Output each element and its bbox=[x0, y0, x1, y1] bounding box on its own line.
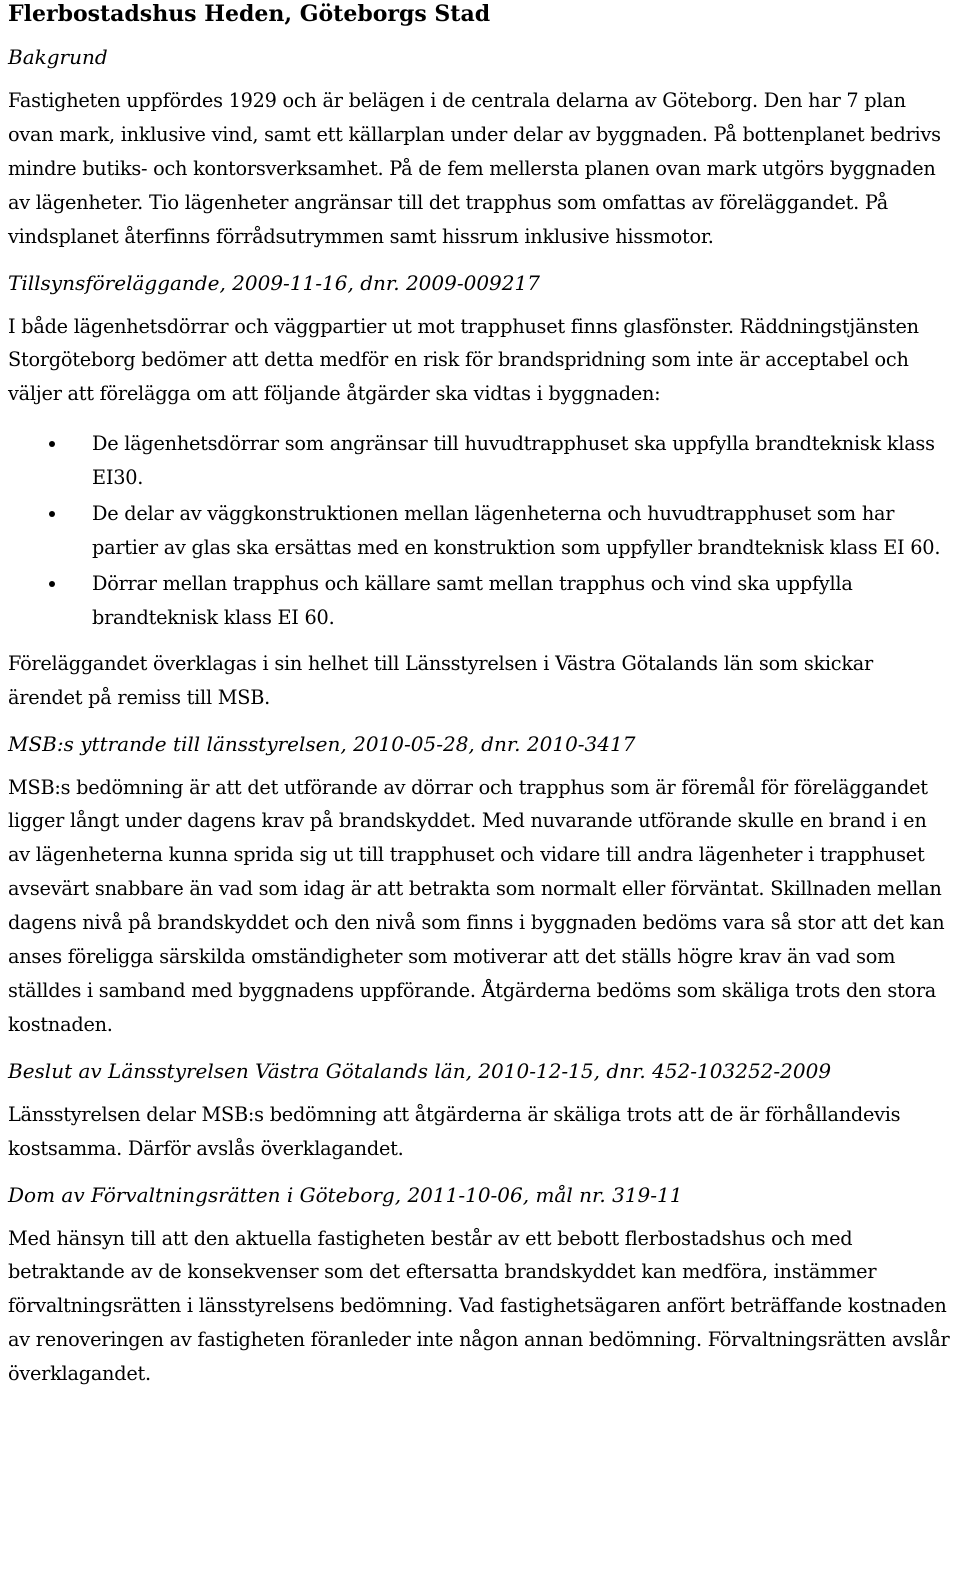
section-forvaltningsratten-dom bbox=[8, 1178, 952, 1392]
document-page bbox=[8, 0, 952, 1403]
section-tillsynsforelaggande bbox=[8, 266, 952, 715]
section-heading-bakgrund: Bakgrund bbox=[8, 45, 108, 69]
measures-list-item bbox=[8, 567, 952, 635]
measures-list-item-text: De delar av väggkonstruktionen mellan lägenheterna och huvudtrapphuset som har partier av glas ska ersättas med en konstruktion som uppfyller brandteknisk klass EI 60. bbox=[92, 502, 941, 559]
lansstyrelsen-beslut-paragraph: Länsstyrelsen delar MSB:s bedömning att åtgärderna är skäliga trots att de är förhållandevis kostsamma. Därför avslås överklagandet. bbox=[8, 1102, 901, 1160]
document-title: Flerbostadshus Heden, Göteborgs Stad bbox=[8, 1, 491, 27]
section-heading-msb-yttrande: MSB:s yttrande till länsstyrelsen, 2010-05-28, dnr. 2010-3417 bbox=[8, 731, 636, 756]
msb-yttrande-paragraph: MSB:s bedömning är att det utförande av dörrar och trapphus som är föremål för föreläggandet ligger långt under dagens krav på brandskyddet. Med nuvarande utförande skulle en brand i en av lägenheterna kunna sprida sig ut till trapphuset och vidare till andra lägenheter i trapphuset avsevärt snabbare än vad som idag är att betrakta som normalt eller förväntat. Skillnaden mellan dagens nivå på brandskyddet och den nivå som finns i byggnaden bedöms vara så stor att det kan anses föreligga särskilda omständigheter som motiverar att det ställs högre krav än vad som ställdes i samband med byggnadens uppförande. Åtgärderna bedöms som skäliga trots den stora kostnaden. bbox=[8, 775, 945, 1036]
bullet-dot-icon bbox=[49, 511, 55, 517]
section-heading-tillsynsforelaggande: Tillsynsföreläggande, 2009-11-16, dnr. 2009-009217 bbox=[8, 270, 540, 295]
section-heading-forvaltningsratten-dom: Dom av Förvaltningsrätten i Göteborg, 2011-10-06, mål nr. 319-11 bbox=[8, 1182, 683, 1207]
bakgrund-paragraph: Fastigheten uppfördes 1929 och är belägen i de centrala delarna av Göteborg. Den har 7 plan ovan mark, inklusive vind, samt ett källarplan under delar av byggnaden. På bottenplanet bedrivs mindre butiks- och kontorsverksamhet. På de fem mellersta planen ovan mark utgörs byggnaden av lägenheter. Tio lägenheter angränsar till det trapphus som omfattas av föreläggandet. På vindsplanet återfinns förrådsutrymmen samt hissrum inklusive hissmotor. bbox=[8, 89, 941, 248]
section-heading-lansstyrelsen-beslut: Beslut av Länsstyrelsen Västra Götalands län, 2010-12-15, dnr. 452-103252-2009 bbox=[8, 1058, 832, 1083]
measures-list-item-text: Dörrar mellan trapphus och källare samt mellan trapphus och vind ska uppfylla brandteknisk klass EI 60. bbox=[92, 571, 853, 629]
forelaggande-intro-paragraph: I både lägenhetsdörrar och väggpartier ut mot trapphuset finns glasfönster. Räddningstjänsten Storgöteborg bedömer att detta medför en risk för brandspridning som inte är acceptabel och väljer att förelägga om att följande åtgärder ska vidtas i byggnaden: bbox=[8, 314, 919, 406]
section-lansstyrelsen-beslut bbox=[8, 1054, 952, 1166]
measures-list-item bbox=[8, 497, 952, 565]
section-msb-yttrande bbox=[8, 727, 952, 1042]
measures-list-item bbox=[8, 427, 952, 495]
bullet-dot-icon bbox=[49, 441, 55, 447]
forelaggande-outro-paragraph: Föreläggandet överklagas i sin helhet till Länsstyrelsen i Västra Götalands län som skickar ärendet på remiss till MSB. bbox=[8, 651, 874, 709]
measures-list bbox=[8, 427, 952, 634]
forvaltningsratten-dom-paragraph: Med hänsyn till att den aktuella fastigheten består av ett bebott flerbostadshus och med betraktande av de konsekvenser som det eftersatta brandskyddet kan medföra, instämmer förvaltningsrätten i länsstyrelsens bedömning. Vad fastighetsägaren anfört beträffande kostnaden av renoveringen av fastigheten föranleder inte någon annan bedömning. Förvaltningsrätten avslår överklagandet. bbox=[8, 1226, 950, 1386]
measures-list-item-text: De lägenhetsdörrar som angränsar till huvudtrapphuset ska uppfylla brandteknisk klass EI30. bbox=[92, 432, 935, 490]
bullet-dot-icon bbox=[49, 581, 55, 587]
section-bakgrund bbox=[8, 40, 952, 254]
